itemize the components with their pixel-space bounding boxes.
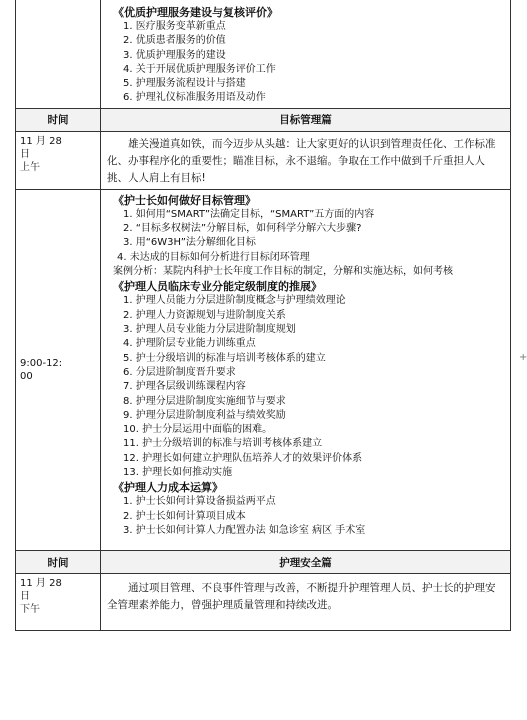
plus-icon[interactable]: +	[519, 352, 527, 363]
time-line: 11 月 28	[20, 135, 62, 147]
header-topic-goal: 目标管理篇	[101, 108, 511, 131]
list-item: 2. 优质患者服务的价值	[123, 35, 226, 47]
list-item: 4. 护理阶层专业能力训练重点	[123, 338, 256, 350]
time-line: 日	[20, 591, 30, 603]
session-time-cell	[16, 189, 101, 550]
case-analysis-text: 案例分析：某院内科护士长年度工作目标的制定，分解和实施达标，如何考核	[113, 265, 453, 277]
list-item: 2. 护理人力资源规划与进阶制度关系	[123, 309, 286, 321]
afternoon-time-cell	[16, 574, 101, 631]
header-row-goal	[16, 108, 511, 131]
row-morning	[16, 131, 511, 189]
afternoon-intro-text: 通过项目管理、不良事件管理与改善，不断提升护理管理人员、护士长的护理安全管理素养能力，曾强护理质量管理和持续改进。	[107, 582, 496, 612]
time-line: 11 月 28	[20, 578, 62, 590]
list-item: 7. 护理各层级训练课程内容	[123, 381, 246, 393]
section0-content-cell	[101, 0, 511, 108]
list-item: 5. 护士分级培训的标准与培训考核体系的建立	[123, 352, 326, 364]
list-item: 2. 护士长如何计算项目成本	[123, 510, 246, 522]
list-item: 3. 优质护理服务的建设	[123, 49, 226, 61]
morning-intro-text: 雄关漫道真如铁，而今迈步从头越：让大家更好的认识到管理责任化、工作标准化、办事程序化的重要性；瞄准目标，永不退缩。争取在工作中做到千斤重担人人挑、人人肩上有目标!	[107, 137, 496, 184]
morning-content-cell	[101, 131, 511, 189]
list-item: 12. 护理长如何建立护理队伍培养人才的效果评价体系	[123, 452, 363, 464]
list-item: 6. 分层进阶制度晋升要求	[123, 366, 236, 378]
list-item: 4. 未达成的目标如何分析进行目标闭环管理	[117, 251, 310, 263]
schedule-table	[15, 0, 511, 631]
section0-time-cell	[16, 0, 101, 108]
row-session	[16, 189, 511, 550]
list-item: 3. 护士长如何计算人力配置办法 如急诊室 病区 手术室	[123, 524, 366, 536]
header-row-safety	[16, 551, 511, 574]
list-item: 5. 护理服务流程设计与搭建	[123, 78, 246, 90]
spacer	[101, 538, 510, 548]
time-line: 上午	[20, 161, 40, 173]
list-item: 13. 护理长如何推动实施	[123, 467, 233, 479]
section0-row	[16, 0, 511, 108]
time-line: 9:00-12:	[20, 358, 63, 369]
section0-title: 《优质护理服务建设与复核评价》	[113, 6, 278, 19]
row-afternoon	[16, 574, 511, 631]
list-item: 1. 如何用“SMART”法确定目标，“SMART”五方面的内容	[123, 208, 375, 220]
header-time: 时间	[16, 551, 101, 574]
list-item: 3. 护理人员专业能力分层进阶制度规划	[123, 324, 296, 336]
list-item: 9. 护理分层进阶制度利益与绩效奖励	[123, 409, 286, 421]
list-item: 6. 护理礼仪标准服务用语及动作	[123, 92, 266, 104]
list-item: 11. 护士分级培训的标准与培训考核体系建立	[123, 438, 323, 450]
time-line: 00	[20, 371, 33, 382]
header-topic-safety: 护理安全篇	[101, 551, 511, 574]
sectionB-title: 《护理人员临床专业分能定级制度的推展》	[113, 280, 322, 294]
list-item: 1. 护士长如何计算设备损益两平点	[123, 496, 276, 508]
sectionC-title: 《护理人力成本运算》	[113, 481, 223, 495]
time-line: 日	[20, 148, 30, 160]
sectionA-title: 《护士长如何做好目标管理》	[113, 193, 256, 207]
list-item: 10. 护士分层运用中面临的困难。	[123, 424, 273, 436]
list-item: 8. 护理分层进阶制度实施细节与要求	[123, 395, 286, 407]
list-item: 4. 关于开展优质护理服务评价工作	[123, 63, 276, 75]
list-item: 1. 护理人员能力分层进阶制度概念与护理绩效理论	[123, 295, 346, 307]
list-item: 2. “目标多权树法”分解目标，如何科学分解六大步骤?	[123, 223, 362, 235]
header-time: 时间	[16, 108, 101, 131]
session-content-cell	[101, 189, 511, 550]
time-line: 下午	[20, 604, 40, 616]
morning-time-cell	[16, 131, 101, 189]
afternoon-content-cell	[101, 574, 511, 631]
list-item: 3. 用“6W3H”法分解细化目标	[123, 237, 256, 249]
list-item: 1. 医疗服务变革新重点	[123, 21, 226, 32]
